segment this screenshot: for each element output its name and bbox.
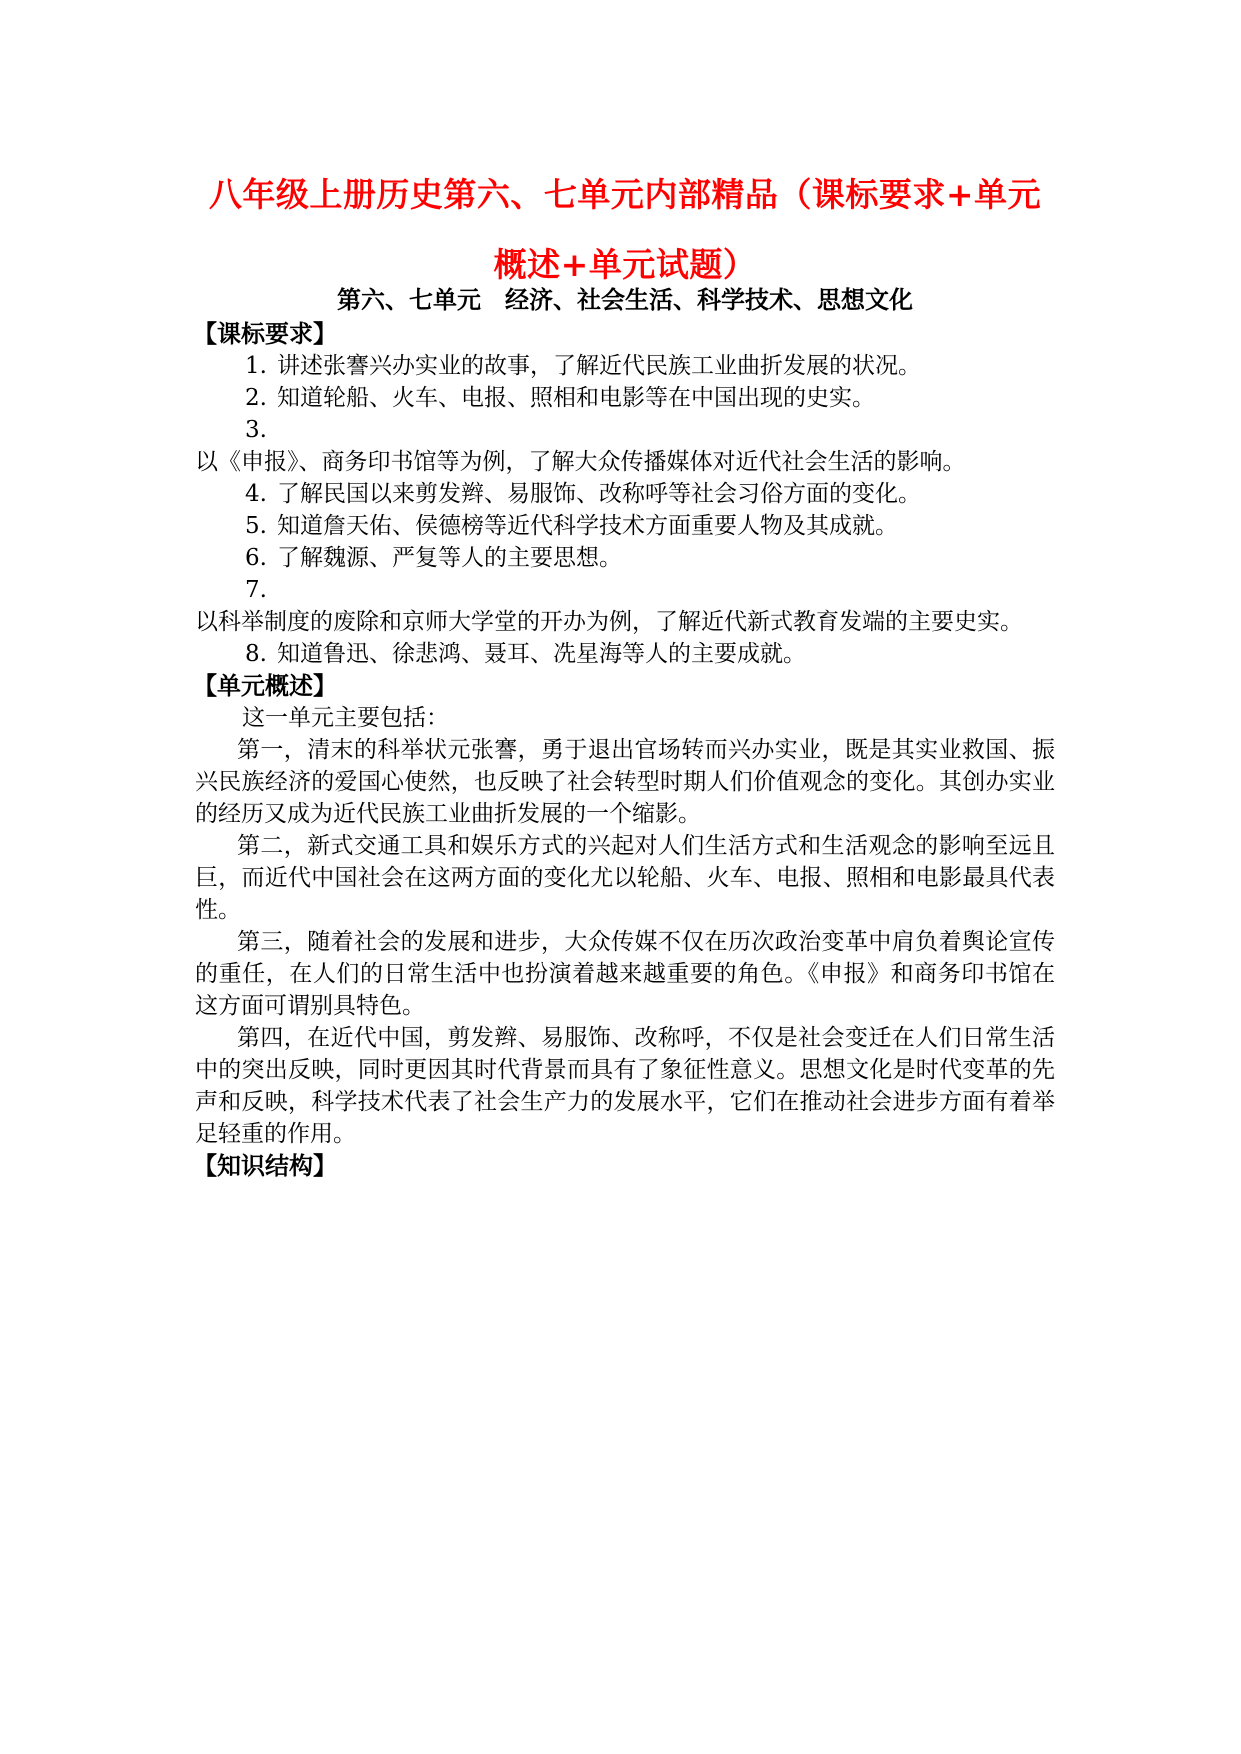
section-heading-overview: 【单元概述】	[193, 671, 337, 700]
list-item-text: 知道鲁迅、徐悲鸿、聂耳、冼星海等人的主要成就。	[276, 641, 806, 667]
overview-intro: 这一单元主要包括：	[242, 705, 449, 731]
list-item-number: 3.	[245, 417, 267, 443]
list-item-number: 6.	[245, 545, 267, 571]
list-item-number: 8.	[245, 641, 267, 667]
overview-paragraph: 第一，清末的科举状元张謇，勇于退出官场转而兴办实业，既是其实业救国、振兴民族经济的爱国心使然，也反映了社会转型时期人们价值观念的变化。其创办实业的经历又成为近代民族工业曲折发展的一个缩影。	[195, 737, 1055, 827]
list-item-text: 了解民国以来剪发辫、易服饰、改称呼等社会习俗方面的变化。	[276, 481, 921, 507]
overview-paragraph: 第四，在近代中国，剪发辫、易服饰、改称呼，不仅是社会变迁在人们日常生活中的突出反映，同时更因其时代背景而具有了象征性意义。思想文化是时代变革的先声和反映，科学技术代表了社会生产力的发展水平，它们在推动社会进步方面有着举足轻重的作用。	[195, 1025, 1055, 1147]
document-body	[195, 318, 1055, 1182]
list-item-text: 知道詹天佑、侯德榜等近代科学技术方面重要人物及其成就。	[276, 513, 898, 539]
list-item-number: 1.	[245, 353, 267, 379]
overview-paragraph: 第二，新式交通工具和娱乐方式的兴起对人们生活方式和生活观念的影响至远且巨，而近代中国社会在这两方面的变化尤以轮船、火车、电报、照相和电影最具代表性。	[195, 833, 1055, 923]
list-item	[195, 638, 1055, 670]
list-item-text: 以科举制度的废除和京师大学堂的开办为例，了解近代新式教育发端的主要史实。	[195, 609, 1023, 635]
list-item-text: 讲述张謇兴办实业的故事，了解近代民族工业曲折发展的状况。	[276, 353, 921, 379]
overview-paragraph: 第三，随着社会的发展和进步，大众传媒不仅在历次政治变革中肩负着舆论宣传的重任，在人们的日常生活中也扮演着越来越重要的角色。《申报》和商务印书馆在这方面可谓别具特色。	[195, 929, 1055, 1019]
list-item-text: 了解魏源、严复等人的主要思想。	[276, 545, 622, 571]
list-item	[195, 414, 1055, 478]
list-item-number: 4.	[245, 481, 267, 507]
list-item-number: 5.	[245, 513, 267, 539]
section-heading-structure: 【知识结构】	[193, 1151, 337, 1180]
list-item	[195, 478, 1055, 510]
section-heading-curriculum: 【课标要求】	[193, 319, 337, 348]
list-item	[195, 510, 1055, 542]
list-item-number: 7.	[245, 577, 267, 603]
list-item-number: 2.	[245, 385, 267, 411]
list-item	[195, 542, 1055, 574]
list-item	[195, 382, 1055, 414]
unit-subtitle: 第六、七单元 经济、社会生活、科学技术、思想文化	[337, 285, 913, 314]
document-title: 八年级上册历史第六、七单元内部精品（课标要求+单元概述+单元试题）	[208, 175, 1042, 284]
list-item	[195, 350, 1055, 382]
list-item	[195, 574, 1055, 638]
list-item-text: 以《申报》、商务印书馆等为例，了解大众传播媒体对近代社会生活的影响。	[195, 449, 966, 475]
list-item-text: 知道轮船、火车、电报、照相和电影等在中国出现的史实。	[276, 385, 875, 411]
